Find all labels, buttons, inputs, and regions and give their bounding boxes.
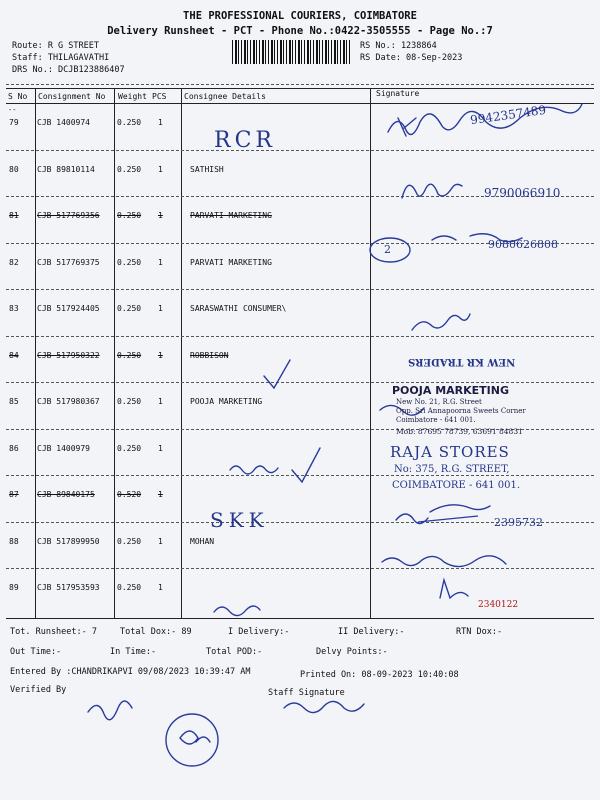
row-pcs: 1 [158,583,163,592]
row-consignment-number: CJB 1400979 [37,443,90,453]
entered-by: Entered By :CHANDRIKAPVI 09/08/2023 10:39:47 AM [10,667,251,677]
rtn-dox: RTN Dox:- [456,627,503,637]
signature-scribble [382,556,506,567]
row-weight: 0.250 [117,583,142,592]
row-sno: 85 [9,397,19,406]
row-consignment-number: CJB 517953593 [37,583,100,592]
row-pcs: 1 [158,350,163,360]
handwritten-note [230,466,278,474]
row-pcs: 1 [158,490,163,499]
total-pod: Total POD:- [206,647,263,657]
total-runsheet: Tot. Runsheet:- 7 [10,627,97,637]
row-consignment-number: CJB 89810114 [37,164,95,174]
circle-mark [166,714,218,766]
row-sno: 88 [9,536,19,546]
stamp-raja-address: COIMBATORE - 641 001. [392,480,521,491]
row-consignee-name: MOHAN [190,536,215,546]
row-consignment-number: CJB 517899950 [37,536,100,546]
staff-label: Staff: THILAGAVATHI [12,53,110,63]
stamp-pooja-address: Coimbatore - 641 001. [396,416,476,424]
row-consignee-name: PARVATI MARKETING [190,257,272,267]
row-consignment-number: CJB 517950322 [37,350,100,360]
header-pcs: PCS [152,92,167,101]
delivery-points: Delvy Points:- [316,647,388,657]
signature-scribble [396,505,490,524]
row-pcs: 1 [158,257,163,267]
row-weight: 0.250 [117,257,142,267]
stamp-pooja-address: Opp. Sri Annapoorna Sweets Corner [396,407,526,415]
signature-scribble [180,731,210,744]
row-consignee-name: SATHISH [190,164,224,174]
row-pcs: 1 [158,118,163,127]
check-mark [292,448,320,482]
rs-number: RS No.: 1238864 [360,41,437,51]
verified-by: Verified By [10,685,67,695]
staff-signature-scribble [284,701,364,712]
ii-delivery: II Delivery:- [338,627,405,637]
handwritten-phone-r80: 9790066910 [484,186,561,200]
i-delivery: I Delivery:- [228,627,290,637]
verifier-signature [88,701,132,720]
header-consignee: Consignee Details [184,92,266,101]
signature-scribble [412,314,470,330]
row-pcs: 1 [158,304,163,313]
row-weight: 0.250 [117,397,142,406]
row-sno: 80 [9,164,19,174]
document-subtitle: Delivery Runsheet - PCT - Phone No.:0422-3505555 - Page No.:7 [107,25,493,37]
row-consignee-name: PARVATI MARKETING [190,211,272,220]
row-weight: 0.250 [117,443,142,453]
row-consignment-number: CJB 517980367 [37,397,100,406]
stamp-pooja-mobile: Mob: 87695 78739, 63691 84831 [396,427,523,436]
header-sno: S No [8,92,28,101]
stamp-raja-address: No: 375, R.G. STREET, [394,464,510,475]
row-ellipsis: -- [8,106,17,114]
row-sno: 82 [9,257,19,267]
row-consignee-name: POOJA MARKETING [190,397,263,406]
header-signature: Signature [376,89,420,98]
drs-label: DRS No.: DCJB123886407 [12,65,125,75]
row-weight: 0.250 [117,211,142,220]
header-consignment: Consignment No [38,92,106,101]
handwritten-consignee-r87: SKK [210,508,269,532]
handwritten-phone-r81: 9080626808 [488,238,558,251]
handwritten-consignee-r79: RCR [214,128,276,153]
row-sno: 89 [9,583,19,592]
row-weight: 0.250 [117,164,142,174]
rs-date: RS Date: 08-Sep-2023 [360,53,463,63]
printed-on: Printed On: 08-09-2023 10:40:08 [300,670,459,680]
stamp-raja-name: RAJA STORES [390,443,510,461]
row-consignment-number: CJB 517769356 [37,211,100,220]
check-mark [264,360,290,388]
row-pcs: 1 [158,164,163,174]
row-sno: 79 [9,118,19,127]
row-sno: 84 [9,350,19,360]
row-pcs: 1 [158,211,163,220]
row-weight: 0.250 [117,536,142,546]
staff-signature-label: Staff Signature [268,688,345,698]
handwritten-phone-r87: 2395732 [494,516,543,529]
row-pcs: 1 [158,443,163,453]
row-consignment-number: CJB 517769375 [37,257,100,267]
handwritten-phone-r79: 9942357489 [469,102,547,128]
row-consignee-name: SARASWATHI CONSUMER\ [190,304,287,313]
in-time: In Time:- [110,647,157,657]
row-weight: 0.250 [117,304,142,313]
row-weight: 0.250 [117,118,142,127]
total-dox: Total Dox:- 89 [120,627,192,637]
handwritten-number-r89: 2340122 [478,600,519,610]
handwritten-note [214,606,260,616]
row-consignment-number: CJB 89840175 [37,490,95,499]
row-weight: 0.520 [117,490,142,499]
signature-scribble [402,184,462,198]
stamp-pooja-address: New No. 21, R.G. Street [396,398,482,406]
row-sno: 86 [9,443,19,453]
signature-scribble [440,580,468,598]
stamp-pooja-name: POOJA MARKETING [392,384,509,397]
row-consignment-number: CJB 517924405 [37,304,100,313]
stamp-new-traders: NEW KR TRADERS [408,356,516,367]
handwritten-circle-number: 2 [384,243,391,256]
row-sno: 81 [9,211,19,220]
row-weight: 0.250 [117,350,142,360]
out-time: Out Time:- [10,647,62,657]
row-consignee-name: ROBBISON [190,350,229,360]
route-label: Route: R G STREET [12,41,99,51]
row-pcs: 1 [158,397,163,406]
row-sno: 83 [9,304,19,313]
header-weight: Weight [118,92,147,101]
row-sno: 87 [9,490,19,499]
row-consignment-number: CJB 1400974 [37,118,90,127]
row-pcs: 1 [158,536,163,546]
document-title: THE PROFESSIONAL COURIERS, COIMBATORE [183,10,417,22]
